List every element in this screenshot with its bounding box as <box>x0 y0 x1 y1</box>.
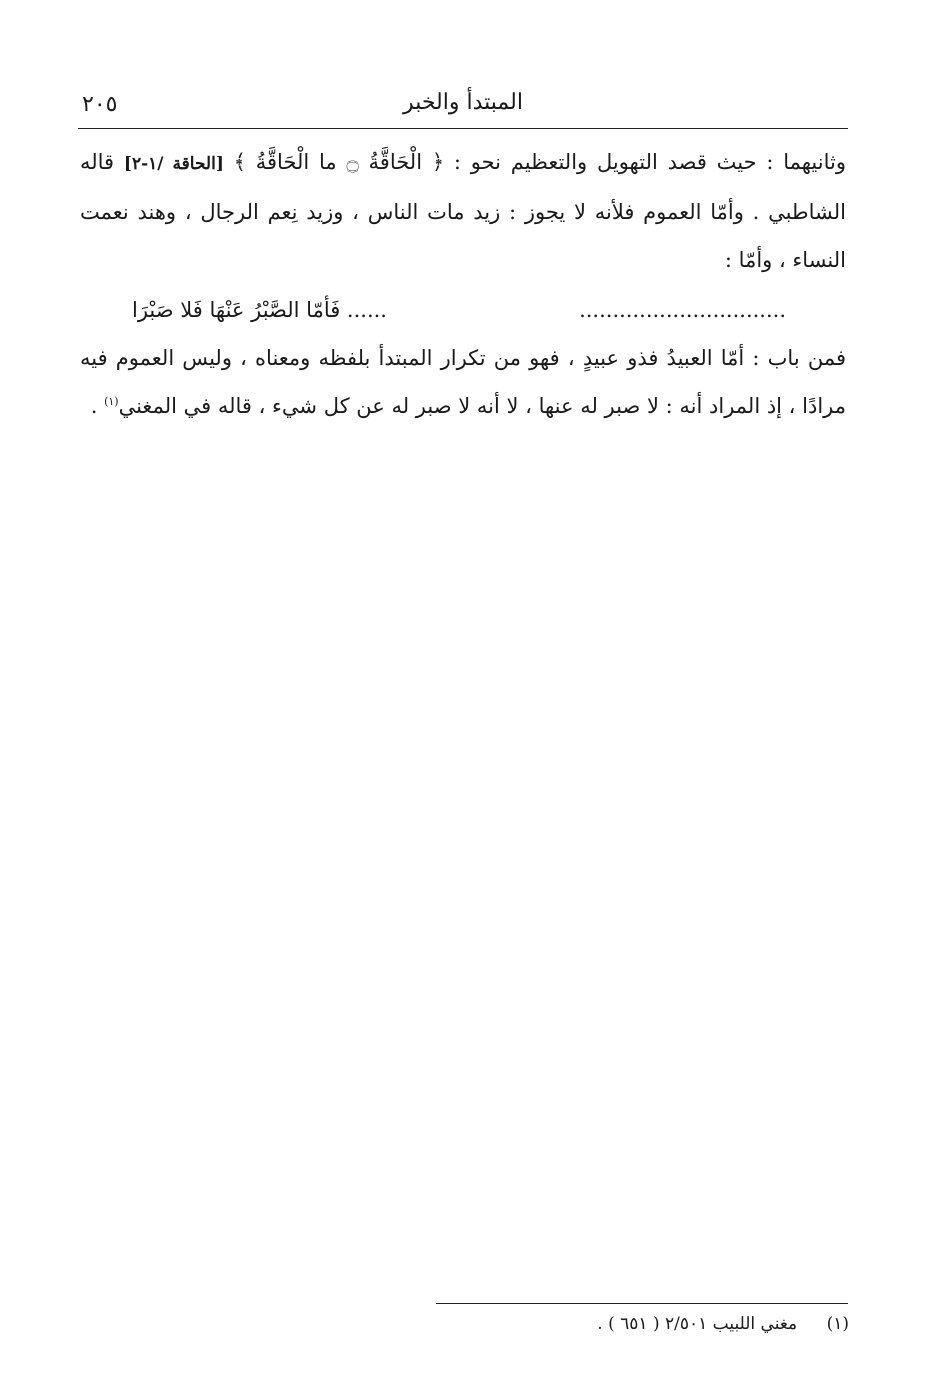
footnote <box>597 1314 849 1334</box>
poetry-verse <box>80 286 846 330</box>
header-title: المبتدأ والخبر <box>403 90 523 115</box>
footnote-rule <box>436 1303 848 1304</box>
footnote-number: (١) <box>826 1314 849 1334</box>
paragraph-1 <box>80 138 846 284</box>
main-text <box>80 138 846 430</box>
paragraph-2-end: . <box>90 394 105 418</box>
paragraph-1-text-b: قاله الشاطبي . وأمّا العموم فلأنه لا يجوز : زيد مات الناس ، وزيد نِعم الرجال ، وهند نعمت النساء ، وأمّا : <box>80 150 846 272</box>
paragraph-1-text-a: وثانيهما : حيث قصد التهويل والتعظيم نحو : ﴿ الْحَاقَّةُ ۝ ما الْحَاقَّةُ ﴾ <box>233 150 846 174</box>
page-number: ٢٠٥ <box>82 92 118 117</box>
footnote-text: مغني اللبيب ٢/٥٠١ ( ٦٥١ ) . <box>597 1314 798 1334</box>
quran-reference: [الحاقة /١-٢] <box>123 154 224 174</box>
paragraph-2-text: فمن باب : أمّا العبيدُ فذو عبيدٍ ، فهو من تكرار المبتدأ بلفظه ومعناه ، وليس العموم فيه مرادًا ، إذ المراد أنه : لا صبر له عنها ، لا أنه لا صبر له عن كل شيء ، قاله في المغني <box>80 346 846 418</box>
footnote-marker[interactable]: (١) <box>104 395 119 408</box>
verse-first-hemistich: ............................... <box>579 298 786 322</box>
verse-second-hemistich: ...... فَأمّا الصَّبْرُ عَنْهَا فَلا صَبْرَا <box>132 298 387 322</box>
running-header <box>78 86 848 126</box>
paragraph-2 <box>80 334 846 430</box>
header-rule <box>78 128 848 129</box>
